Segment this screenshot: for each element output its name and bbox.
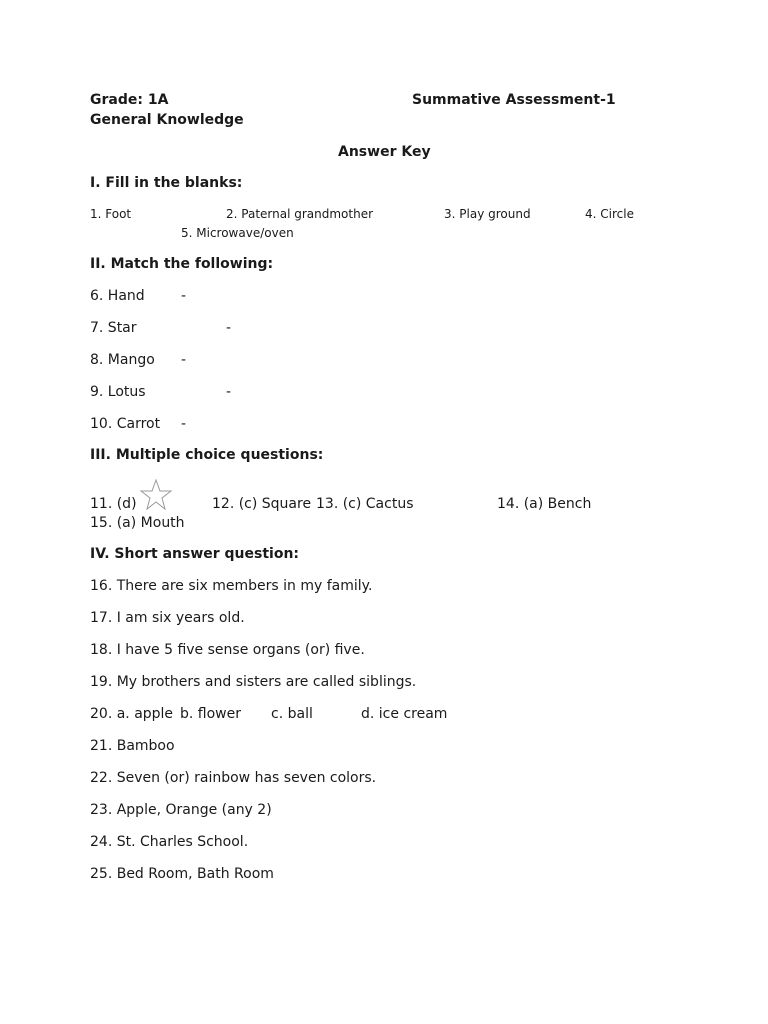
mcq-answer-11: 11. (d): [90, 496, 137, 512]
short-answer-22: 22. Seven (or) rainbow has seven colors.: [90, 770, 377, 786]
mcq-answer-12: 12. (c) Square: [212, 496, 312, 512]
short-answer-16: 16. There are six members in my family.: [90, 578, 373, 594]
section-short-answer-heading: IV. Short answer question:: [90, 546, 300, 562]
match-dash-6: -: [181, 288, 187, 304]
answer-5: 5. Microwave/oven: [181, 226, 294, 240]
match-item-6: 6. Hand: [90, 288, 145, 304]
section-mcq-heading: III. Multiple choice questions:: [90, 447, 324, 463]
short-answer-20a: 20. a. apple: [90, 706, 174, 722]
subject-label: General Knowledge: [90, 112, 244, 128]
match-dash-9: -: [226, 384, 232, 400]
answer-3: 3. Play ground: [444, 207, 531, 221]
match-item-10: 10. Carrot: [90, 416, 161, 432]
match-item-8: 8. Mango: [90, 352, 155, 368]
short-answer-19: 19. My brothers and sisters are called siblings.: [90, 674, 417, 690]
star-outline-icon: [139, 478, 173, 512]
match-dash-10: -: [181, 416, 187, 432]
section-fill-blanks-heading: I. Fill in the blanks:: [90, 175, 243, 191]
short-answer-24: 24. St. Charles School.: [90, 834, 249, 850]
page-title: Answer Key: [338, 144, 431, 160]
mcq-answer-15: 15. (a) Mouth: [90, 515, 185, 531]
match-item-7: 7. Star: [90, 320, 137, 336]
match-item-9: 9. Lotus: [90, 384, 146, 400]
mcq-answer-13: 13. (c) Cactus: [316, 496, 414, 512]
grade-label: Grade: 1A: [90, 92, 169, 108]
answer-1: 1. Foot: [90, 207, 132, 221]
short-answer-23: 23. Apple, Orange (any 2): [90, 802, 272, 818]
short-answer-20c: c. ball: [271, 706, 313, 722]
short-answer-17: 17. I am six years old.: [90, 610, 245, 626]
answer-4: 4. Circle: [585, 207, 634, 221]
short-answer-20b: b. flower: [180, 706, 241, 722]
match-dash-7: -: [226, 320, 232, 336]
short-answer-18: 18. I have 5 five sense organs (or) five.: [90, 642, 365, 658]
short-answer-25: 25. Bed Room, Bath Room: [90, 866, 274, 882]
assessment-title: Summative Assessment-1: [412, 92, 616, 108]
match-dash-8: -: [181, 352, 187, 368]
section-match-heading: II. Match the following:: [90, 256, 274, 272]
mcq-answer-14: 14. (a) Bench: [497, 496, 592, 512]
answer-2: 2. Paternal grandmother: [226, 207, 374, 221]
short-answer-21: 21. Bamboo: [90, 738, 175, 754]
short-answer-20d: d. ice cream: [361, 706, 448, 722]
